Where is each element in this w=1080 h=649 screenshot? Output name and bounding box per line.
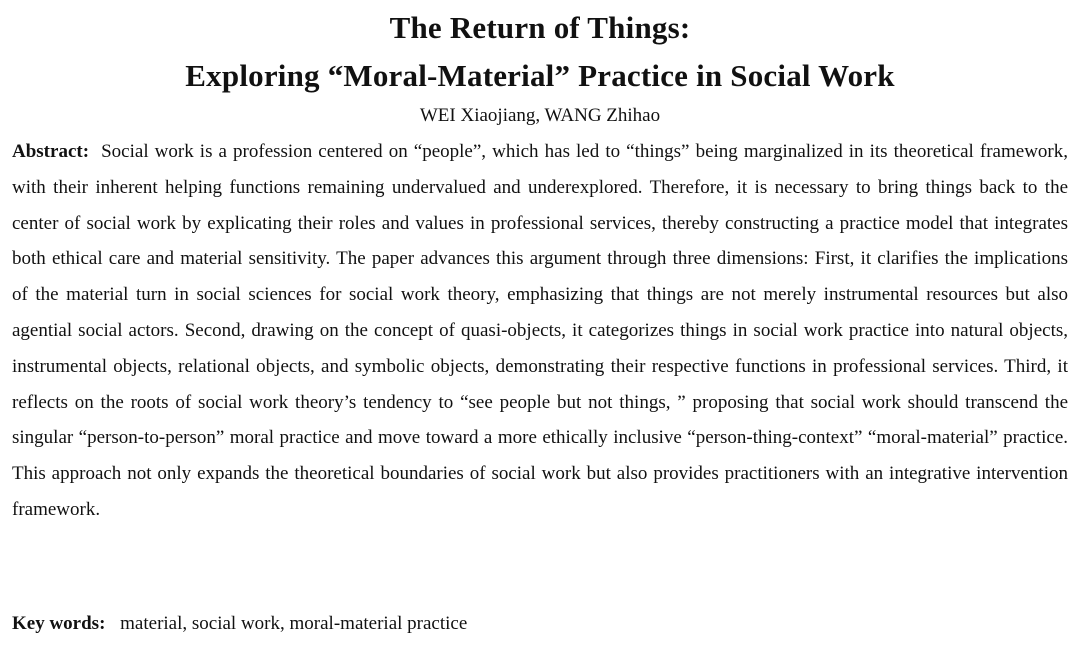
paper-authors: WEI Xiaojiang, WANG Zhihao — [419, 105, 661, 126]
abstract-paragraph — [12, 134, 1068, 528]
keywords-line — [12, 608, 467, 640]
abstract-text: Social work is a profession centered on “people”, which has led to “things” being marginalized in its theoretical framework, with their inherent helping functions remaining undervalued and underexplored. Therefore, it is necessary to bring things back to the center of social work by explicating their roles and values in professional services, thereby constructing a practice model that integrates both ethical care and material sensitivity. The paper advances this argument through three dimensions: First, it clarifies the implications of the material turn in social sciences for social work theory, emphasizing that things are not merely instrumental resources but also agential social actors. Second, drawing on the concept of quasi-objects, it categorizes things in social work practice into natural objects, instrumental objects, relational objects, and symbolic objects, demonstrating their respective functions in professional services. Third, it reflects on the roots of social work theory’s tendency to “see people but not things, ” proposing that social work should transcend the singular “person-to-person” moral practice and move toward a more ethically inclusive “person-thing-context” “moral-material” practice. This approach not only expands the theoretical boundaries of social work but also provides practitioners with an integrative intervention framework. — [12, 141, 1069, 520]
paper-title-line-2: Exploring “Moral-Material” Practice in Social Work — [185, 58, 895, 93]
abstract-label: Abstract: — [12, 141, 90, 162]
keywords-text: material, social work, moral-material practice — [120, 613, 468, 634]
paper-title-line-1: The Return of Things: — [389, 10, 691, 45]
keywords-label: Key words: — [12, 613, 106, 634]
